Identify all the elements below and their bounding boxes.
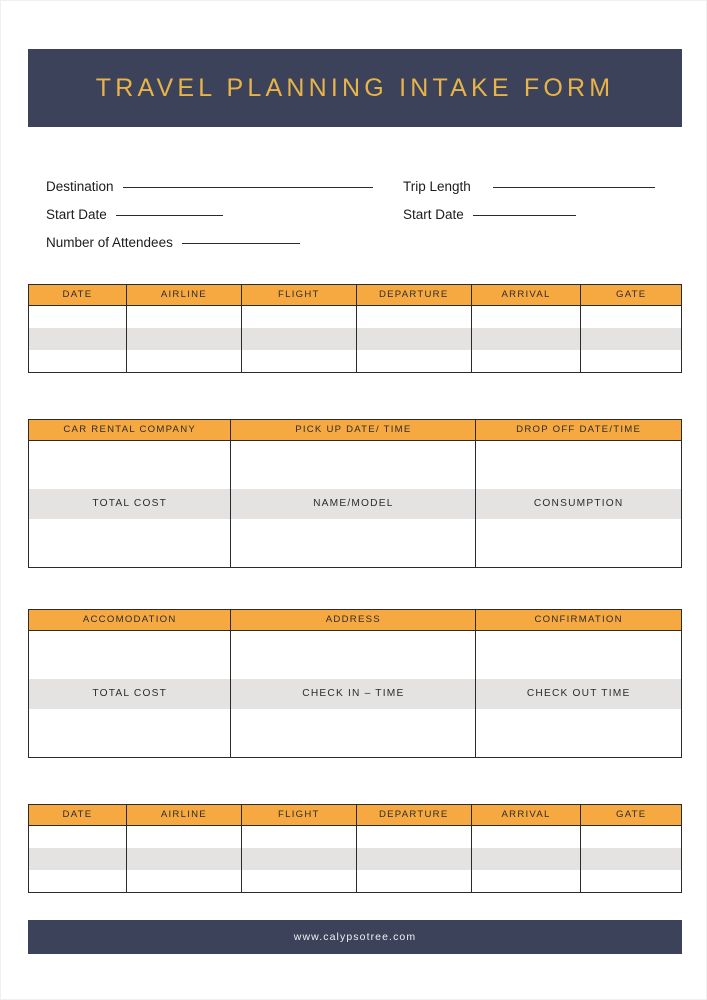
- entry-cell-flight[interactable]: [241, 848, 356, 870]
- table-subheader-row: [29, 679, 682, 709]
- entry-cell-flight[interactable]: [241, 328, 356, 350]
- table-row: [29, 519, 682, 568]
- table-header-row: [29, 805, 682, 826]
- entry-cell-date[interactable]: [29, 306, 127, 329]
- entry-cell-pick-up-date-time[interactable]: [231, 441, 476, 490]
- flight-table-bottom: [28, 804, 682, 893]
- sublabel-total-cost: TOTAL COST: [29, 489, 231, 519]
- entry-cell-departure[interactable]: [356, 826, 471, 849]
- column-header-gate: GATE: [581, 285, 682, 306]
- column-header-airline: AIRLINE: [126, 805, 241, 826]
- column-header-date: DATE: [29, 805, 127, 826]
- footer-bar: [28, 920, 682, 954]
- entry-cell-airline[interactable]: [126, 328, 241, 350]
- entry-cell-drop-off-date-time[interactable]: [476, 441, 682, 490]
- table-header-row: [29, 420, 682, 441]
- sublabel-check-in-time: CHECK IN – TIME: [231, 679, 476, 709]
- entry-cell-total-cost[interactable]: [29, 709, 231, 758]
- entry-cell-date[interactable]: [29, 848, 127, 870]
- column-header-airline: AIRLINE: [126, 285, 241, 306]
- column-header-accommodation: ACCOMODATION: [29, 610, 231, 631]
- form-fields-block: [46, 179, 666, 263]
- entry-cell-flight[interactable]: [241, 826, 356, 849]
- flight-table-top: [28, 284, 682, 373]
- sublabel-check-out-time: CHECK OUT TIME: [476, 679, 682, 709]
- entry-cell-total-cost[interactable]: [29, 519, 231, 568]
- field-label-destination: Destination: [46, 179, 114, 194]
- field-number-of-attendees[interactable]: [46, 235, 300, 250]
- column-header-confirmation: CONFIRMATION: [476, 610, 682, 631]
- entry-cell-flight[interactable]: [241, 870, 356, 893]
- entry-cell-check-out-time[interactable]: [476, 709, 682, 758]
- page-title: TRAVEL PLANNING INTAKE FORM: [95, 73, 615, 102]
- table-row: [29, 441, 682, 490]
- table-row: [29, 826, 682, 849]
- table-header-row: [29, 285, 682, 306]
- form-title-banner: [28, 49, 682, 127]
- table-row: [29, 870, 682, 893]
- column-header-gate: GATE: [581, 805, 682, 826]
- entry-cell-gate[interactable]: [581, 826, 682, 849]
- column-header-car-rental-company: CAR RENTAL COMPANY: [29, 420, 231, 441]
- table-row: [29, 709, 682, 758]
- column-header-arrival: ARRIVAL: [471, 805, 581, 826]
- entry-cell-confirmation[interactable]: [476, 631, 682, 680]
- entry-cell-consumption[interactable]: [476, 519, 682, 568]
- entry-cell-gate[interactable]: [581, 870, 682, 893]
- column-header-address: ADDRESS: [231, 610, 476, 631]
- entry-cell-arrival[interactable]: [471, 306, 581, 329]
- table-row: [29, 350, 682, 373]
- entry-cell-date[interactable]: [29, 870, 127, 893]
- column-header-flight: FLIGHT: [241, 805, 356, 826]
- entry-cell-gate[interactable]: [581, 350, 682, 373]
- entry-cell-gate[interactable]: [581, 306, 682, 329]
- table-subheader-row: [29, 489, 682, 519]
- field-row-1: [46, 179, 666, 194]
- entry-cell-airline[interactable]: [126, 848, 241, 870]
- entry-cell-date[interactable]: [29, 826, 127, 849]
- field-destination[interactable]: [46, 179, 403, 194]
- footer-website-url[interactable]: www.calypsotree.com: [293, 931, 417, 943]
- entry-cell-arrival[interactable]: [471, 328, 581, 350]
- entry-cell-accommodation[interactable]: [29, 631, 231, 680]
- field-label-trip-length: Trip Length: [403, 179, 471, 194]
- field-rule-destination[interactable]: [123, 186, 373, 188]
- field-rule-number-of-attendees[interactable]: [182, 242, 300, 244]
- entry-cell-gate[interactable]: [581, 328, 682, 350]
- field-rule-trip-length[interactable]: [493, 186, 655, 188]
- entry-cell-check-in-time[interactable]: [231, 709, 476, 758]
- entry-cell-departure[interactable]: [356, 848, 471, 870]
- field-label-number-of-attendees: Number of Attendees: [46, 235, 173, 250]
- column-header-drop-off-date-time: DROP OFF DATE/TIME: [476, 420, 682, 441]
- field-row-3: [46, 235, 666, 250]
- entry-cell-flight[interactable]: [241, 306, 356, 329]
- column-header-departure: DEPARTURE: [356, 285, 471, 306]
- entry-cell-gate[interactable]: [581, 848, 682, 870]
- field-row-2: [46, 207, 666, 222]
- entry-cell-departure[interactable]: [356, 306, 471, 329]
- entry-cell-arrival[interactable]: [471, 826, 581, 849]
- field-rule-start-date-left[interactable]: [116, 214, 223, 216]
- field-label-start-date-left: Start Date: [46, 207, 107, 222]
- entry-cell-address[interactable]: [231, 631, 476, 680]
- table-row: [29, 848, 682, 870]
- column-header-flight: FLIGHT: [241, 285, 356, 306]
- field-start-date-right[interactable]: [403, 207, 666, 222]
- entry-cell-departure[interactable]: [356, 350, 471, 373]
- field-start-date-left[interactable]: [46, 207, 403, 222]
- field-label-start-date-right: Start Date: [403, 207, 464, 222]
- table-row: [29, 306, 682, 329]
- entry-cell-arrival[interactable]: [471, 848, 581, 870]
- entry-cell-departure[interactable]: [356, 328, 471, 350]
- sublabel-consumption: CONSUMPTION: [476, 489, 682, 519]
- column-header-pick-up-date-time: PICK UP DATE/ TIME: [231, 420, 476, 441]
- entry-cell-date[interactable]: [29, 350, 127, 373]
- entry-cell-arrival[interactable]: [471, 350, 581, 373]
- column-header-date: DATE: [29, 285, 127, 306]
- field-trip-length[interactable]: [403, 179, 666, 194]
- entry-cell-name-model[interactable]: [231, 519, 476, 568]
- entry-cell-flight[interactable]: [241, 350, 356, 373]
- entry-cell-airline[interactable]: [126, 350, 241, 373]
- field-rule-start-date-right[interactable]: [473, 214, 576, 216]
- accommodation-table: [28, 609, 682, 758]
- table-row: [29, 328, 682, 350]
- column-header-departure: DEPARTURE: [356, 805, 471, 826]
- table-header-row: [29, 610, 682, 631]
- entry-cell-departure[interactable]: [356, 870, 471, 893]
- table-row: [29, 631, 682, 680]
- sublabel-total-cost: TOTAL COST: [29, 679, 231, 709]
- entry-cell-airline[interactable]: [126, 870, 241, 893]
- entry-cell-car-rental-company[interactable]: [29, 441, 231, 490]
- car-rental-table: [28, 419, 682, 568]
- column-header-arrival: ARRIVAL: [471, 285, 581, 306]
- entry-cell-airline[interactable]: [126, 306, 241, 329]
- entry-cell-arrival[interactable]: [471, 870, 581, 893]
- entry-cell-date[interactable]: [29, 328, 127, 350]
- sublabel-name-model: NAME/MODEL: [231, 489, 476, 519]
- entry-cell-airline[interactable]: [126, 826, 241, 849]
